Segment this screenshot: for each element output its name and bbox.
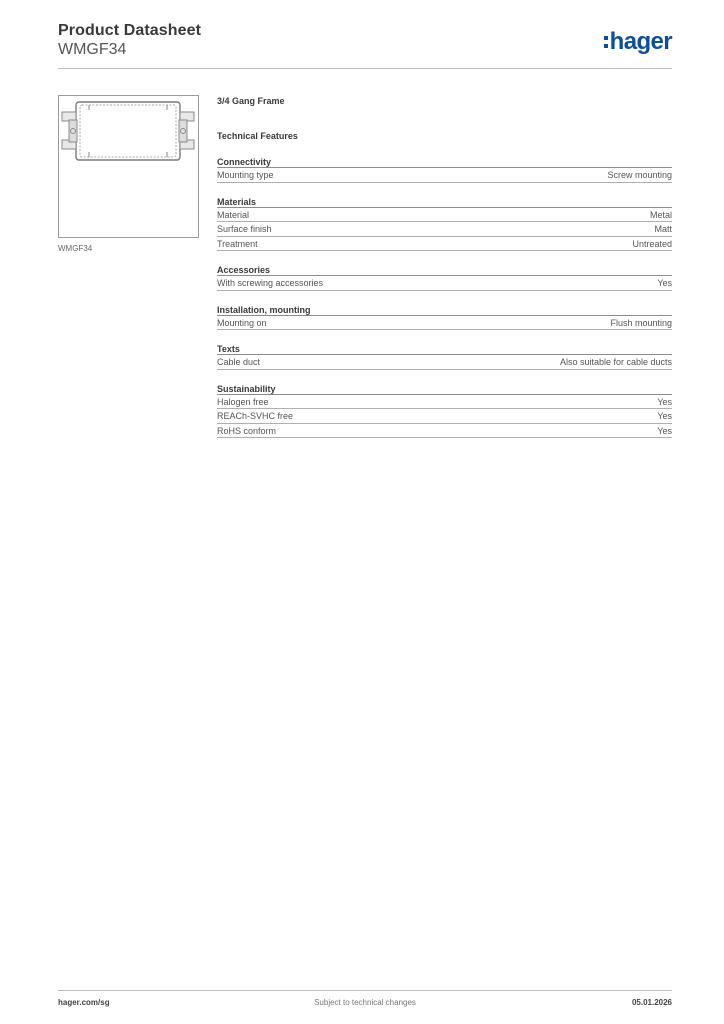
spec-label: REACh-SVHC free — [217, 411, 294, 421]
spec-row — [217, 424, 672, 439]
spec-value: Metal — [649, 209, 672, 220]
footer-website-link[interactable]: hager.com/sg — [58, 998, 110, 1007]
spec-value: Flush mounting — [610, 317, 672, 328]
spec-row — [217, 276, 672, 291]
section-title: Installation, mounting — [217, 304, 672, 316]
spec-row — [217, 208, 672, 223]
spec-value: Yes — [657, 278, 672, 288]
page-footer — [58, 998, 672, 1010]
logo-colon-icon — [604, 32, 608, 52]
spec-row — [217, 395, 672, 410]
spec-row — [217, 316, 672, 331]
section-title: Materials — [217, 196, 672, 208]
footer-date: 05.01.2026 — [631, 998, 672, 1007]
spec-row — [217, 168, 672, 183]
product-image — [58, 95, 199, 238]
product-name: 3/4 Gang Frame — [217, 96, 285, 106]
spec-label: RoHS conform — [217, 425, 277, 436]
hager-logo[interactable] — [604, 27, 672, 57]
spec-value: Matt — [654, 224, 672, 234]
spec-value: Untreated — [632, 238, 672, 249]
spec-value: Yes — [657, 396, 672, 407]
section-installation — [217, 304, 672, 331]
section-accessories — [217, 264, 672, 291]
spec-value: Yes — [657, 425, 672, 436]
spec-label: With screwing accessories — [217, 278, 324, 288]
footer-notice: Subject to technical changes — [314, 998, 416, 1007]
section-sustainability — [217, 383, 672, 439]
section-title: Texts — [217, 343, 672, 355]
spec-row — [217, 409, 672, 424]
header-divider — [58, 68, 672, 69]
spec-value: Yes — [657, 411, 672, 421]
section-texts — [217, 343, 672, 370]
footer-divider — [58, 990, 672, 991]
spec-label: Cable duct — [217, 357, 261, 367]
spec-label: Halogen free — [217, 396, 269, 407]
features-heading: Technical Features — [217, 131, 298, 141]
image-caption: WMGF34 — [58, 244, 93, 253]
spec-value: Screw mounting — [607, 170, 672, 180]
spec-label: Treatment — [217, 238, 258, 249]
spec-row — [217, 237, 672, 252]
section-title: Accessories — [217, 264, 672, 276]
spec-value: Also suitable for cable ducts — [559, 357, 672, 367]
document-title: Product Datasheet — [58, 22, 202, 39]
spec-row — [217, 355, 672, 370]
frame-drawing-icon — [59, 96, 198, 237]
section-title: Sustainability — [217, 383, 672, 395]
spec-label: Material — [217, 209, 250, 220]
page-header — [58, 21, 672, 71]
section-title: Connectivity — [217, 156, 672, 168]
product-code: WMGF34 — [58, 41, 127, 58]
logo-wordmark: hager — [609, 28, 672, 55]
spec-label: Surface finish — [217, 224, 272, 234]
section-connectivity — [217, 156, 672, 183]
spec-row — [217, 222, 672, 237]
section-materials — [217, 196, 672, 252]
specifications — [217, 95, 672, 438]
spec-label: Mounting on — [217, 317, 267, 328]
spec-label: Mounting type — [217, 170, 274, 180]
